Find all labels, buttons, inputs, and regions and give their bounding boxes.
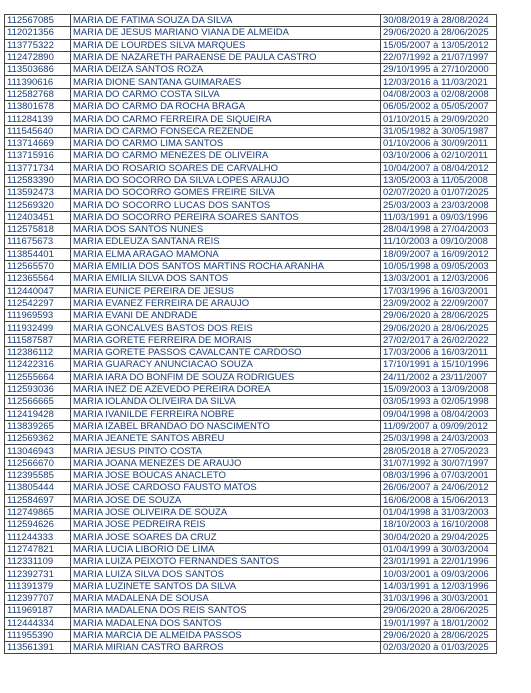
period-cell: 18/10/2003 à 16/10/2008 (381, 519, 497, 531)
registration-id-cell: 112021356 (5, 27, 71, 39)
table-row (5, 236, 497, 248)
registration-id-cell: 113801678 (5, 101, 71, 113)
employee-name-cell: MARIA JESUS PINTO COSTA (71, 445, 381, 457)
registration-id-cell: 112593036 (5, 383, 71, 395)
period-cell: 28/04/1998 à 27/04/2003 (381, 224, 497, 236)
registration-id-cell: 112575818 (5, 224, 71, 236)
period-cell: 31/05/1982 à 30/05/1987 (381, 125, 497, 137)
employee-name-cell: MARIA JEANETE SANTOS ABREU (71, 433, 381, 445)
employee-name-cell: MARIA DO CARMO COSTA SILVA (71, 88, 381, 100)
employee-name-cell: MARIA DO CARMO DA ROCHA BRAGA (71, 101, 381, 113)
table-row (5, 347, 497, 359)
period-cell: 31/03/1996 à 30/03/2001 (381, 592, 497, 604)
period-cell: 01/10/2015 à 29/09/2020 (381, 113, 497, 125)
period-cell: 01/04/1998 à 31/03/2003 (381, 506, 497, 518)
registration-id-cell: 111587587 (5, 334, 71, 346)
registration-id-cell: 112555664 (5, 371, 71, 383)
employee-name-cell: MARIA DOS SANTOS NUNES (71, 224, 381, 236)
employee-name-cell: MARIA JOANA MENEZES DE ARAUJO (71, 457, 381, 469)
employee-name-cell: MARIA GUARACY ANUNCIACAO SOUZA (71, 359, 381, 371)
table-row (5, 605, 497, 617)
period-cell: 29/06/2020 à 28/06/2025 (381, 605, 497, 617)
table-row (5, 51, 497, 63)
period-cell: 30/08/2019 à 28/08/2024 (381, 15, 497, 27)
period-cell: 23/01/1991 à 22/01/1996 (381, 556, 497, 568)
employee-name-cell: MARIA DEIZA SANTOS ROZA (71, 64, 381, 76)
period-cell: 16/06/2008 à 15/06/2013 (381, 494, 497, 506)
period-cell: 10/03/2001 à 09/03/2006 (381, 568, 497, 580)
employee-name-cell: MARIA DO SOCORRO LUCAS DOS SANTOS (71, 199, 381, 211)
employee-name-cell: MARIA DO CARMO MENEZES DE OLIVEIRA (71, 150, 381, 162)
period-cell: 30/04/2020 à 29/04/2025 (381, 531, 497, 543)
employee-name-cell: MARIA JOSE OLIVEIRA DE SOUZA (71, 506, 381, 518)
employee-name-cell: MARIA DIONE SANTANA GUIMARAES (71, 76, 381, 88)
table-row (5, 543, 497, 555)
registration-id-cell: 111545640 (5, 125, 71, 137)
table-row (5, 556, 497, 568)
employee-name-cell: MARIA DE LOURDES SILVA MARQUES (71, 39, 381, 51)
registration-id-cell: 111391379 (5, 580, 71, 592)
table-row (5, 113, 497, 125)
registration-id-cell: 113592473 (5, 187, 71, 199)
table-row (5, 322, 497, 334)
registration-id-cell: 112565570 (5, 260, 71, 272)
registration-id-cell: 112584697 (5, 494, 71, 506)
period-cell: 25/03/1998 à 24/03/2003 (381, 433, 497, 445)
table-row (5, 187, 497, 199)
period-cell: 11/03/1991 à 09/03/1996 (381, 211, 497, 223)
table-row (5, 457, 497, 469)
period-cell: 02/07/2020 à 01/07/2025 (381, 187, 497, 199)
table-row (5, 617, 497, 629)
table-row (5, 580, 497, 592)
registration-id-cell: 111244333 (5, 531, 71, 543)
table-row (5, 224, 497, 236)
table-row (5, 334, 497, 346)
period-cell: 13/05/2003 à 11/05/2008 (381, 174, 497, 186)
table-row (5, 629, 497, 641)
table-row (5, 174, 497, 186)
employee-name-cell: MARIA EMILIA DOS SANTOS MARTINS ROCHA ARANHA (71, 260, 381, 272)
period-cell: 01/10/2006 à 30/09/2011 (381, 137, 497, 149)
employee-name-cell: MARIA EMILIA SILVA DOS SANTOS (71, 273, 381, 285)
period-cell: 03/05/1993 à 02/05/1998 (381, 396, 497, 408)
registration-id-cell: 112365564 (5, 273, 71, 285)
employee-name-cell: MARIA MARCIA DE ALMEIDA PASSOS (71, 629, 381, 641)
employee-name-cell: MARIA DE NAZARETH PARAENSE DE PAULA CASTRO (71, 51, 381, 63)
table-row (5, 260, 497, 272)
period-cell: 14/03/1991 à 12/03/1996 (381, 580, 497, 592)
table-row (5, 27, 497, 39)
employee-name-cell: MARIA LUIZA SILVA DOS SANTOS (71, 568, 381, 580)
table-row (5, 445, 497, 457)
registration-id-cell: 113503686 (5, 64, 71, 76)
employee-name-cell: MARIA IARA DO BONFIM DE SOUZA RODRIGUES (71, 371, 381, 383)
table-row (5, 211, 497, 223)
employee-name-cell: MARIA ELMA ARAGAO MAMONA (71, 248, 381, 260)
employee-name-cell: MARIA JOSE SOARES DA CRUZ (71, 531, 381, 543)
table-row (5, 531, 497, 543)
table-row (5, 408, 497, 420)
table-row (5, 273, 497, 285)
period-cell: 15/05/2007 à 13/05/2012 (381, 39, 497, 51)
employee-name-cell: MARIA DE JESUS MARIANO VIANA DE ALMEIDA (71, 27, 381, 39)
registration-id-cell: 113839265 (5, 420, 71, 432)
registration-id-cell: 112422316 (5, 359, 71, 371)
employee-name-cell: MARIA GONCALVES BASTOS DOS REIS (71, 322, 381, 334)
period-cell: 12/03/2016 à 11/03/2021 (381, 76, 497, 88)
table-row (5, 162, 497, 174)
period-cell: 27/02/2017 à 26/02/2022 (381, 334, 497, 346)
period-cell: 11/10/2003 à 09/10/2008 (381, 236, 497, 248)
employee-name-cell: MARIA IVANILDE FERREIRA NOBRE (71, 408, 381, 420)
employee-name-cell: MARIA DO CARMO FERREIRA DE SIQUEIRA (71, 113, 381, 125)
employee-name-cell: MARIA MIRIAN CASTRO BARROS (71, 642, 381, 654)
table-row (5, 88, 497, 100)
period-cell: 29/06/2020 à 28/06/2025 (381, 310, 497, 322)
registration-id-cell: 112569362 (5, 433, 71, 445)
table-row (5, 433, 497, 445)
employee-name-cell: MARIA EUNICE PEREIRA DE JESUS (71, 285, 381, 297)
period-cell: 18/09/2007 à 16/09/2012 (381, 248, 497, 260)
employee-name-cell: MARIA EDLEUZA SANTANA REIS (71, 236, 381, 248)
employee-name-cell: MARIA JOSE BOUCAS ANACLETO (71, 469, 381, 481)
table-row (5, 494, 497, 506)
employee-name-cell: MARIA JOSE DE SOUZA (71, 494, 381, 506)
employee-name-cell: MARIA IOLANDA OLIVEIRA DA SILVA (71, 396, 381, 408)
period-cell: 23/09/2002 à 22/09/2007 (381, 297, 497, 309)
registration-id-cell: 112419428 (5, 408, 71, 420)
table-row (5, 642, 497, 654)
registration-id-cell: 112444334 (5, 617, 71, 629)
registration-id-cell: 113715916 (5, 150, 71, 162)
period-cell: 08/03/1996 à 07/03/2001 (381, 469, 497, 481)
table-row (5, 150, 497, 162)
registration-id-cell: 111284139 (5, 113, 71, 125)
table-row (5, 297, 497, 309)
registration-id-cell: 112392731 (5, 568, 71, 580)
registration-id-cell: 112594626 (5, 519, 71, 531)
period-cell: 19/01/1997 à 18/01/2002 (381, 617, 497, 629)
registration-id-cell: 113714669 (5, 137, 71, 149)
period-cell: 28/05/2018 à 27/05/2023 (381, 445, 497, 457)
period-cell: 11/09/2007 à 09/09/2012 (381, 420, 497, 432)
employee-name-cell: MARIA JOSE PEDREIRA REIS (71, 519, 381, 531)
registration-id-cell: 113046943 (5, 445, 71, 457)
period-cell: 10/05/1998 à 09/05/2003 (381, 260, 497, 272)
registration-id-cell: 111675673 (5, 236, 71, 248)
table-row (5, 39, 497, 51)
table-row (5, 199, 497, 211)
registration-id-cell: 112567085 (5, 15, 71, 27)
employee-name-cell: MARIA DO ROSARIO SOARES DE CARVALHO (71, 162, 381, 174)
registration-id-cell: 112472890 (5, 51, 71, 63)
table-row (5, 15, 497, 27)
period-cell: 06/05/2002 à 05/05/2007 (381, 101, 497, 113)
period-cell: 17/10/1991 à 15/10/1996 (381, 359, 497, 371)
table-row (5, 519, 497, 531)
employee-name-cell: MARIA INEZ DE AZEVEDO PEREIRA DOREA (71, 383, 381, 395)
period-cell: 17/03/2006 à 16/03/2011 (381, 347, 497, 359)
table-row (5, 371, 497, 383)
employee-name-cell: MARIA GORETE FERREIRA DE MORAIS (71, 334, 381, 346)
employee-name-cell: MARIA IZABEL BRANDAO DO NASCIMENTO (71, 420, 381, 432)
registration-id-cell: 112386112 (5, 347, 71, 359)
table-row (5, 568, 497, 580)
employee-name-cell: MARIA GORETE PASSOS CAVALCANTE CARDOSO (71, 347, 381, 359)
table-row (5, 482, 497, 494)
employee-name-cell: MARIA MADALENA DOS SANTOS (71, 617, 381, 629)
period-cell: 29/06/2020 à 28/06/2025 (381, 629, 497, 641)
employee-name-cell: MARIA EVANI DE ANDRADE (71, 310, 381, 322)
registration-id-cell: 111955390 (5, 629, 71, 641)
table-row (5, 469, 497, 481)
registration-id-cell: 112397707 (5, 592, 71, 604)
table-row (5, 125, 497, 137)
table-row (5, 64, 497, 76)
employee-name-cell: MARIA DE FATIMA SOUZA DA SILVA (71, 15, 381, 27)
period-cell: 02/03/2020 à 01/03/2025 (381, 642, 497, 654)
table-row (5, 396, 497, 408)
table-row (5, 101, 497, 113)
registration-id-cell: 112582768 (5, 88, 71, 100)
registration-id-cell: 112569320 (5, 199, 71, 211)
table-row (5, 359, 497, 371)
registration-id-cell: 112566665 (5, 396, 71, 408)
registration-id-cell: 112747821 (5, 543, 71, 555)
period-cell: 17/03/1996 à 16/03/2001 (381, 285, 497, 297)
period-cell: 22/07/1992 à 21/07/1997 (381, 51, 497, 63)
period-cell: 10/04/2007 à 08/04/2012 (381, 162, 497, 174)
registration-id-cell: 113775322 (5, 39, 71, 51)
table-row (5, 76, 497, 88)
employee-name-cell: MARIA DO SOCORRO DA SILVA LOPES ARAUJO (71, 174, 381, 186)
period-cell: 03/10/2006 à 02/10/2011 (381, 150, 497, 162)
employee-name-cell: MARIA EVANEZ FERREIRA DE ARAUJO (71, 297, 381, 309)
registration-id-cell: 112403451 (5, 211, 71, 223)
registration-id-cell: 111390616 (5, 76, 71, 88)
period-cell: 29/10/1995 à 27/10/2000 (381, 64, 497, 76)
registration-id-cell: 112395585 (5, 469, 71, 481)
table-row (5, 248, 497, 260)
employee-name-cell: MARIA MADALENA DE SOUSA (71, 592, 381, 604)
period-cell: 09/04/1998 à 08/04/2003 (381, 408, 497, 420)
registration-id-cell: 113805444 (5, 482, 71, 494)
registration-id-cell: 112583390 (5, 174, 71, 186)
employee-name-cell: MARIA LUZINETE SANTOS DA SILVA (71, 580, 381, 592)
registration-id-cell: 112566670 (5, 457, 71, 469)
registration-id-cell: 113771734 (5, 162, 71, 174)
period-cell: 29/06/2020 à 28/06/2025 (381, 322, 497, 334)
employee-name-cell: MARIA DO SOCORRO GOMES FREIRE SILVA (71, 187, 381, 199)
period-cell: 01/04/1999 à 30/03/2004 (381, 543, 497, 555)
records-table-body (5, 15, 497, 654)
registration-id-cell: 113561391 (5, 642, 71, 654)
period-cell: 13/03/2001 à 12/03/2006 (381, 273, 497, 285)
period-cell: 29/06/2020 à 28/06/2025 (381, 27, 497, 39)
employee-name-cell: MARIA JOSE CARDOSO FAUSTO MATOS (71, 482, 381, 494)
employee-name-cell: MARIA DO CARMO LIMA SANTOS (71, 137, 381, 149)
period-cell: 04/08/2003 à 02/08/2008 (381, 88, 497, 100)
employee-name-cell: MARIA LUIZA PEIXOTO FERNANDES SANTOS (71, 556, 381, 568)
table-row (5, 420, 497, 432)
registration-id-cell: 111969593 (5, 310, 71, 322)
table-row (5, 285, 497, 297)
registration-id-cell: 112440047 (5, 285, 71, 297)
registration-id-cell: 111932499 (5, 322, 71, 334)
employee-name-cell: MARIA DO CARMO FONSECA REZENDE (71, 125, 381, 137)
employee-name-cell: MARIA LUCIA LIBORIO DE LIMA (71, 543, 381, 555)
employee-name-cell: MARIA DO SOCORRO PEREIRA SOARES SANTOS (71, 211, 381, 223)
period-cell: 26/06/2007 à 24/06/2012 (381, 482, 497, 494)
registration-id-cell: 113854401 (5, 248, 71, 260)
table-row (5, 137, 497, 149)
registration-id-cell: 111969187 (5, 605, 71, 617)
table-row (5, 506, 497, 518)
table-row (5, 592, 497, 604)
period-cell: 24/11/2002 à 23/11/2007 (381, 371, 497, 383)
employee-name-cell: MARIA MADALENA DOS REIS SANTOS (71, 605, 381, 617)
period-cell: 15/09/2003 à 13/09/2008 (381, 383, 497, 395)
table-row (5, 383, 497, 395)
records-table (4, 14, 497, 654)
registration-id-cell: 112331109 (5, 556, 71, 568)
period-cell: 31/07/1992 à 30/07/1997 (381, 457, 497, 469)
table-row (5, 310, 497, 322)
registration-id-cell: 112542297 (5, 297, 71, 309)
registration-id-cell: 112749865 (5, 506, 71, 518)
period-cell: 25/03/2003 à 23/03/2008 (381, 199, 497, 211)
